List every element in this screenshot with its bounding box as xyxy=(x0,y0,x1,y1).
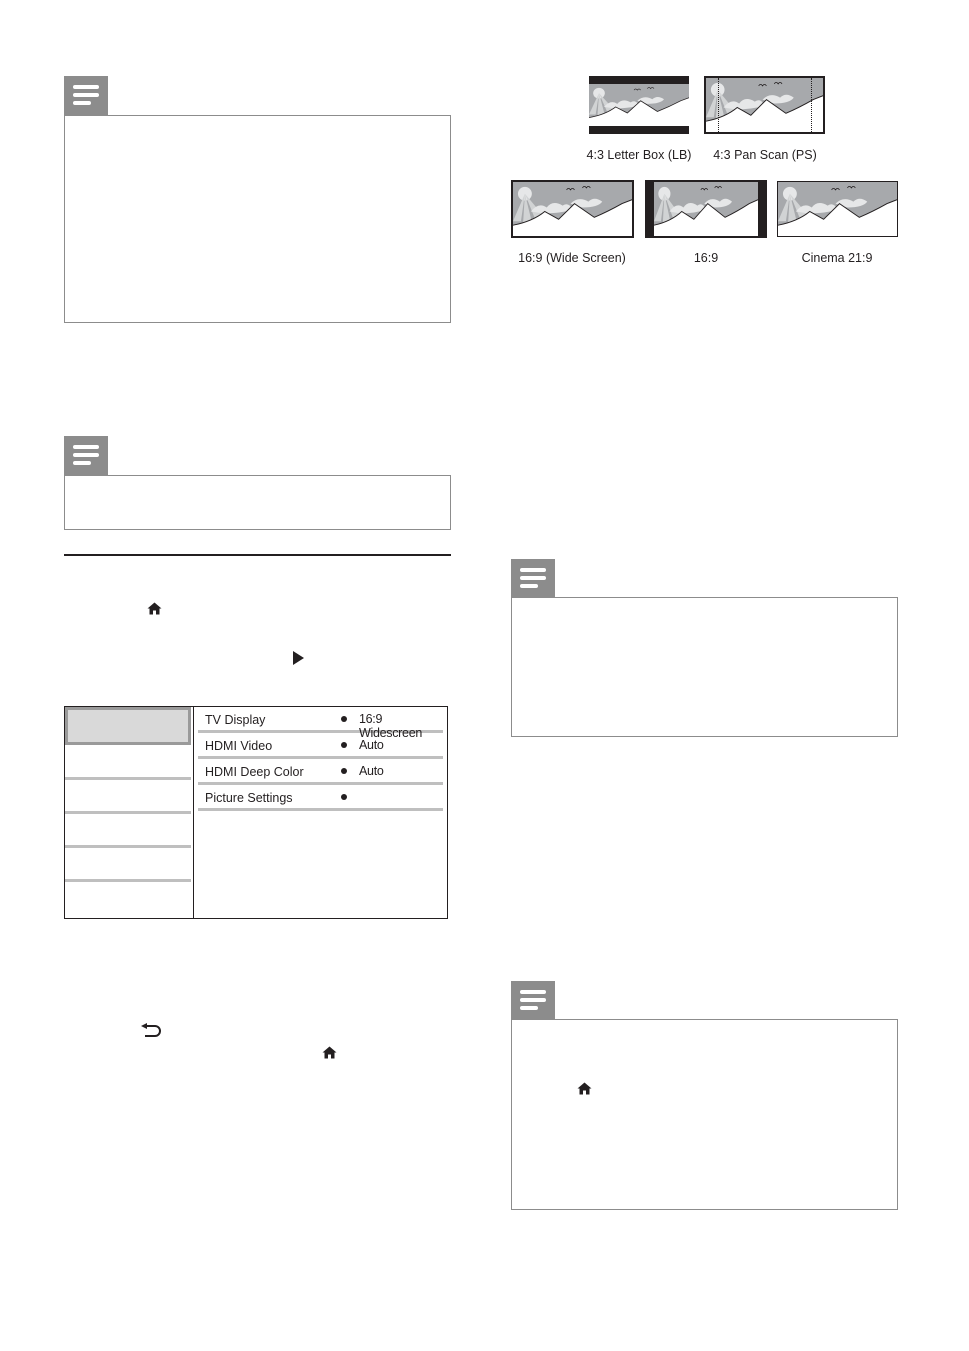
bullet-icon xyxy=(341,716,347,722)
note-icon xyxy=(511,981,555,1020)
menu-row-tv-display[interactable] xyxy=(198,707,443,740)
note-box xyxy=(64,115,451,323)
menu-row-hdmi-video[interactable] xyxy=(198,733,443,759)
aspect-cinema-image xyxy=(777,181,898,237)
menu-category-list xyxy=(65,707,194,918)
aspect-letterbox-image xyxy=(589,76,689,134)
bullet-icon xyxy=(341,794,347,800)
note-box xyxy=(64,475,451,530)
menu-category[interactable] xyxy=(65,849,191,882)
aspect-169-image xyxy=(645,180,767,238)
aspect-caption: 4:3 Pan Scan (PS) xyxy=(713,148,817,162)
menu-category-selected[interactable] xyxy=(65,707,191,745)
aspect-caption: 16:9 (Wide Screen) xyxy=(518,251,626,265)
menu-row-value: 16:9 Widescreen xyxy=(359,712,422,740)
aspect-widescreen-image xyxy=(511,180,634,238)
note-box xyxy=(511,597,898,737)
aspect-caption: 16:9 xyxy=(693,251,719,265)
play-icon xyxy=(293,651,304,665)
menu-row-hdmi-deep-color[interactable] xyxy=(198,759,443,785)
bullet-icon xyxy=(341,742,347,748)
note-icon xyxy=(64,76,108,115)
note-box xyxy=(511,1019,898,1210)
menu-row-value: Auto xyxy=(359,738,384,752)
note-icon xyxy=(511,559,555,598)
aspect-panscan-image xyxy=(704,76,825,134)
menu-row-label: HDMI Video xyxy=(205,739,273,753)
menu-category[interactable] xyxy=(65,815,191,848)
home-icon xyxy=(577,1082,592,1095)
section-divider xyxy=(64,554,451,556)
menu-row-picture-settings[interactable] xyxy=(198,785,443,811)
menu-category[interactable] xyxy=(65,781,191,814)
bullet-icon xyxy=(341,768,347,774)
video-setup-menu xyxy=(64,706,448,919)
aspect-caption: 4:3 Letter Box (LB) xyxy=(586,148,692,162)
menu-category[interactable] xyxy=(65,747,191,780)
back-icon xyxy=(141,1023,163,1039)
menu-row-label: HDMI Deep Color xyxy=(205,765,304,779)
home-icon xyxy=(322,1046,337,1059)
menu-row-label: Picture Settings xyxy=(205,791,293,805)
note-icon xyxy=(64,436,108,475)
home-icon xyxy=(147,602,162,615)
menu-row-label: TV Display xyxy=(205,713,266,727)
aspect-caption: Cinema 21:9 xyxy=(801,251,873,265)
menu-row-value: Auto xyxy=(359,764,384,778)
